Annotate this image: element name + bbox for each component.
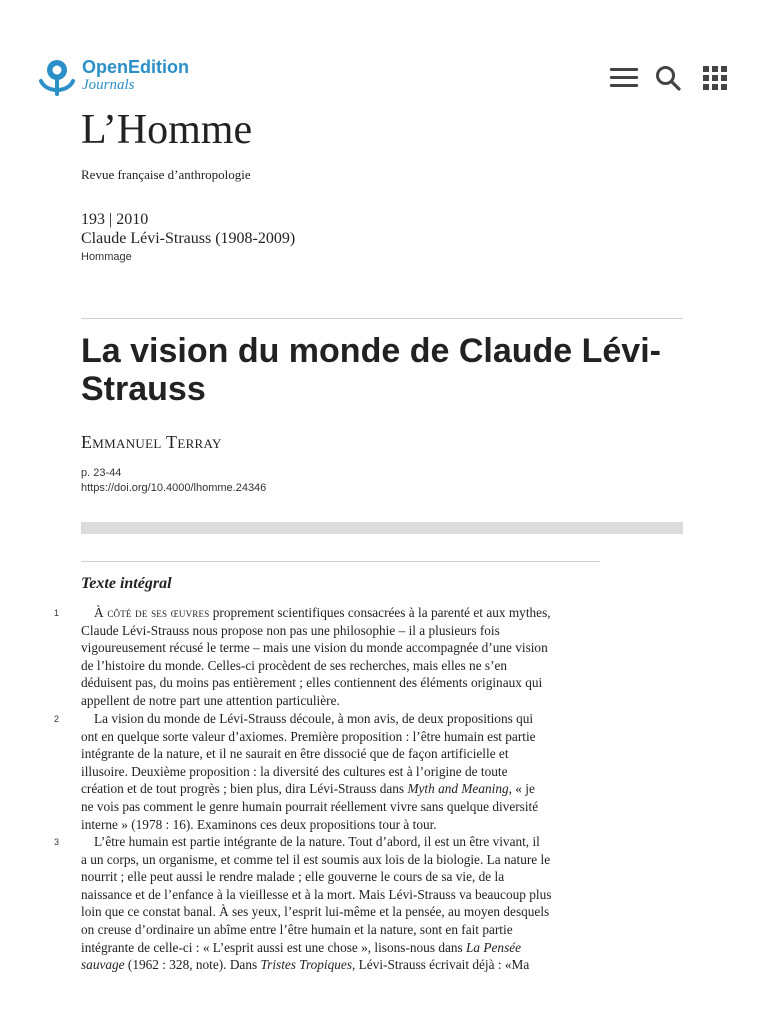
paragraph-line: déduisent pas, du moins pas entièrement ; elles contiennent des éléments originaux qui bbox=[81, 675, 543, 691]
paragraph-line: La vision du monde de Lévi-Strauss découle, à mon avis, de deux propositions qui bbox=[94, 711, 534, 726]
apps-button[interactable] bbox=[700, 63, 730, 93]
paragraph-line: À côté de ses œuvres proprement scientifiques consacrées à la parenté et aux mythes, bbox=[94, 605, 551, 620]
paragraph-number[interactable]: 2 bbox=[54, 714, 60, 724]
paragraph-line: on creuse d’ordinaire un abîme entre l’être humain et la nature, sont en fait partie bbox=[81, 921, 513, 937]
issue-number[interactable]: 193 | 2010 bbox=[81, 211, 149, 228]
paragraph-line: ne vois pas comment le genre humain pourrait réellement vivre sans quelque diversité bbox=[81, 798, 539, 814]
paragraph-line: création et de tout progrès ; bien plus, dira Lévi-Strauss dans Myth and Meaning, « je bbox=[81, 781, 535, 797]
paragraph-number[interactable]: 1 bbox=[54, 608, 60, 618]
section-heading: Texte intégral bbox=[81, 575, 172, 592]
paragraph-line: intégrante de la nature, et il ne saurait en être dissocié que de façon artificielle et bbox=[81, 746, 509, 762]
menu-icon bbox=[610, 68, 638, 71]
paragraph-line: ont en quelque sorte valeur d’axiomes. Première proposition : l’être humain est partie bbox=[81, 728, 536, 744]
apps-grid-icon bbox=[703, 66, 727, 90]
journal-title[interactable]: L’Homme bbox=[81, 107, 253, 153]
paragraph-number[interactable]: 3 bbox=[54, 837, 60, 847]
paragraph-line: naissance et de l’enfance à la vieillesse et à la mort. Mais Lévi-Strauss va beaucoup plus bbox=[81, 886, 552, 902]
menu-button[interactable] bbox=[608, 63, 638, 93]
toolbar-bar bbox=[81, 522, 683, 534]
article-pages: p. 23-44 bbox=[81, 467, 122, 479]
divider bbox=[81, 561, 600, 562]
search-icon bbox=[654, 64, 682, 92]
openedition-logo[interactable] bbox=[38, 57, 208, 99]
paragraph-line: loin que ce constat banal. À ses yeux, l’esprit lui-même et la pensée, au moyen desquels bbox=[81, 904, 550, 920]
paragraph bbox=[81, 833, 600, 974]
paragraph bbox=[81, 604, 600, 710]
paragraph-line: intégrante de celle-ci : « L’esprit aussi est une chose », lisons-nous dans La Pensée bbox=[81, 939, 522, 955]
paragraph-line: L’être humain est partie intégrante de la nature. Tout d’abord, il est un être vivant, il bbox=[94, 834, 540, 849]
paragraph-line: interne » (1978 : 16). Examinons ces deux propositions tour à tour. bbox=[81, 816, 437, 832]
issue-title[interactable]: Claude Lévi-Strauss (1908-2009) bbox=[81, 230, 296, 247]
paragraph-line: sauvage (1962 : 328, note). Dans Tristes Tropiques, Lévi-Strauss écrivait déjà : «Ma bbox=[81, 957, 530, 973]
paragraph bbox=[81, 710, 600, 833]
journal-subtitle: Revue française d’anthropologie bbox=[81, 167, 251, 182]
paragraph-line: vigoureusement récusé le terme – mais une vision du monde accompagnée d’une vision bbox=[81, 640, 548, 656]
paragraph-line: nourrit ; elle peut aussi le rendre malade ; elle gouverne le cours de sa vie, de la bbox=[81, 869, 505, 885]
paragraph-line: Claude Lévi-Strauss nous propose non pas une philosophie – il a plusieurs fois bbox=[81, 622, 500, 638]
openedition-logo-icon bbox=[38, 57, 76, 97]
logo-subtitle: Journals bbox=[82, 77, 135, 93]
article-title: La vision du monde de Claude Lévi-Strauss bbox=[81, 332, 661, 408]
search-button[interactable] bbox=[653, 63, 683, 93]
paragraph-line: appellent de notre part une attention particulière. bbox=[81, 692, 340, 708]
article-author[interactable]: Emmanuel Terray bbox=[81, 432, 222, 452]
paragraph-line: a un corps, un organisme, et comme tel il est soumis aux lois de la biologie. La nature le bbox=[81, 851, 551, 867]
paragraph-line: de l’histoire du monde. Celles-ci procèdent de ses recherches, mais elles ne s’en bbox=[81, 657, 508, 673]
logo-name: OpenEdition bbox=[82, 57, 189, 77]
issue-type: Hommage bbox=[81, 251, 132, 263]
divider bbox=[81, 318, 683, 319]
paragraph-line: illusoire. Deuxième proposition : la diversité des cultures est à l’origine de toute bbox=[81, 763, 508, 779]
doi-link[interactable]: https://doi.org/10.4000/lhomme.24346 bbox=[81, 482, 267, 494]
